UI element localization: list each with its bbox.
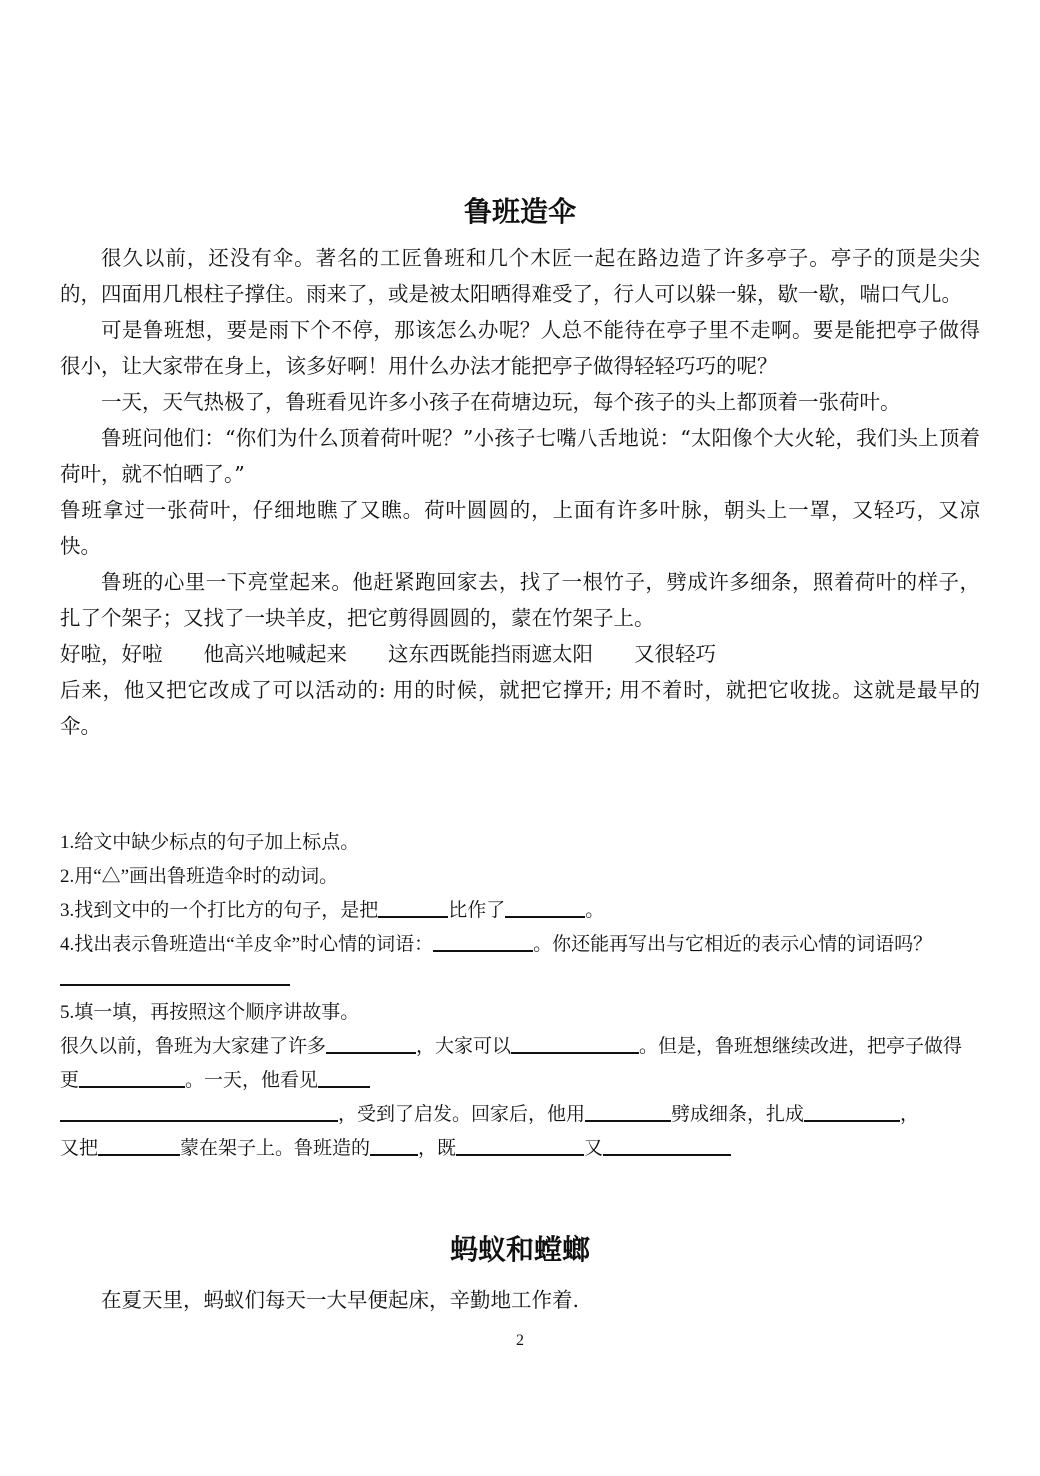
story1-paragraph-8: 后来，他又把它改成了可以活动的: 用的时候，就把它撑开; 用不着时，就把它收拢。这就是最早的伞。 [60,678,980,738]
answer-blank[interactable] [511,1030,639,1054]
answer-blank[interactable] [326,1030,416,1054]
question-4 [60,928,980,996]
answer-blank[interactable] [370,1132,418,1156]
question-4-text-b: 。你还能再写出与它相近的表示心情的词语吗？ [533,934,933,955]
question-3 [60,894,980,928]
answer-blank[interactable] [433,928,533,952]
story1-paragraph-4: 鲁班问他们：“你们为什么顶着荷叶呢？”小孩子七嘴八舌地说：“太阳像个大火轮，我们头上顶着荷叶，就不怕晒了。” [60,426,980,486]
answer-blank[interactable] [60,1098,338,1122]
story1-paragraph-2: 可是鲁班想，要是雨下个不停，那该怎么办呢？人总不能待在亭子里不走啊。要是能把亭子做得很小，让大家带在身上，该多好啊！用什么办法才能把亭子做得轻轻巧巧的呢？ [60,318,980,378]
story1-paragraph-3: 一天，天气热极了，鲁班看见许多小孩子在荷塘边玩，每个孩子的头上都顶着一张荷叶。 [101,390,901,414]
story1-body [60,240,980,744]
fill-text-9: 蒙在架子上。鲁班造的 [180,1138,371,1159]
answer-blank[interactable] [318,1064,370,1088]
fill-text-3: 。但是，鲁班想继续改进，把亭子做得更 [60,1036,963,1091]
answer-blank[interactable] [585,1098,671,1122]
answer-blank[interactable] [505,894,585,918]
story2-body [60,1282,980,1318]
questions-section [60,826,980,1166]
fill-text-10: ，既 [418,1138,457,1159]
story1-paragraph-6: 鲁班的心里一下亮堂起来。他赶紧跑回家去，找了一根竹子，劈成许多细条，照着荷叶的样子，扎了个架子；又找了一块羊皮，把它剪得圆圆的，蒙在竹架子上。 [60,570,980,630]
question-2: 2.用“△”画出鲁班造伞时的动词。 [60,866,339,887]
answer-blank[interactable] [804,1098,900,1122]
fill-text-8: 又把 [60,1138,99,1159]
fill-text-5: ，受到了启发。回家后，他用 [338,1104,586,1125]
fill-in-passage [60,1030,980,1166]
question-3-text-c: 。 [585,900,605,921]
story1-paragraph-1: 很久以前，还没有伞。著名的工匠鲁班和几个木匠一起在路边造了许多亭子。亭子的顶是尖尖的，四面用几根柱子撑住。雨来了，或是被太阳晒得难受了，行人可以躲一躲，歇一歇，喘口气儿。 [60,246,980,306]
story2-paragraph-1: 在夏天里，蚂蚁们每天一大早便起床，辛勤地工作着. [101,1288,580,1312]
answer-blank[interactable] [60,962,290,986]
answer-blank[interactable] [603,1132,731,1156]
story1-paragraph-7: 好啦，好啦 他高兴地喊起来 这东西既能挡雨遮太阳 又很轻巧 [60,642,716,666]
page-number: 2 [516,1332,524,1349]
question-3-text-a: 3.找到文中的一个打比方的句子，是把 [60,900,379,921]
answer-blank[interactable] [98,1132,180,1156]
answer-blank[interactable] [378,894,448,918]
answer-blank[interactable] [456,1132,584,1156]
fill-text-2: ，大家可以 [416,1036,512,1057]
fill-text-1: 很久以前，鲁班为大家建了许多 [60,1036,327,1057]
story1-title: 鲁班造伞 [463,195,576,228]
fill-text-4: 。一天，他看见 [185,1070,319,1091]
question-3-text-b: 比作了 [448,900,506,921]
answer-blank[interactable] [79,1064,185,1088]
story1-paragraph-5: 鲁班拿过一张荷叶，仔细地瞧了又瞧。荷叶圆圆的，上面有许多叶脉，朝头上一罩，又轻巧，又凉快。 [60,498,980,558]
fill-text-6: 劈成细条，扎成 [671,1104,805,1125]
fill-text-7: ， [900,1104,920,1125]
story2-title: 蚂蚁和螳螂 [449,1233,590,1266]
question-1: 1.给文中缺少标点的句子加上标点。 [60,832,360,853]
question-5: 5.填一填，再按照这个顺序讲故事。 [60,1002,360,1023]
fill-text-11: 又 [584,1138,604,1159]
question-4-text-a: 4.找出表示鲁班造出“羊皮伞”时心情的词语： [60,934,434,955]
